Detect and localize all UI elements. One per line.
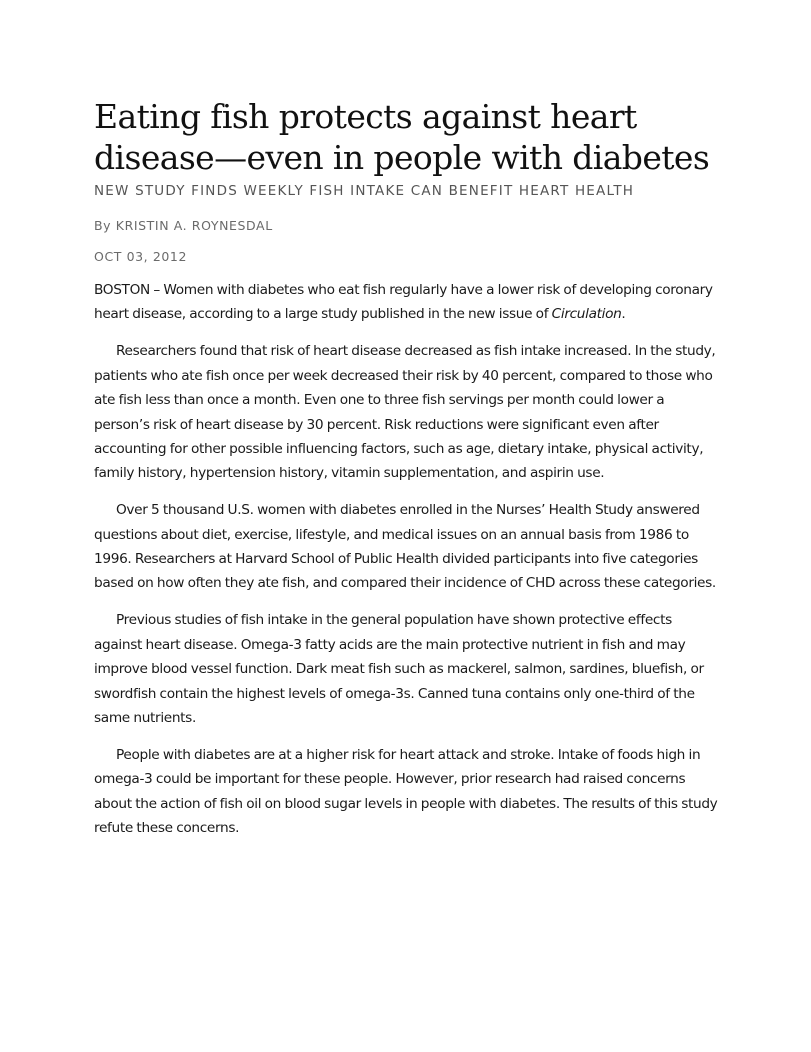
paragraph-1 xyxy=(94,278,722,327)
paragraph-4: Previous studies of fish intake in the general population have shown protective effects against heart disease. Omega-3 fatty acids are the main protective nutrient in fish and may improve blood vessel function. Dark meat fish such as mackerel, salmon, sardines, bluefish, or swordfish contain the highest levels of omega-3s. Canned tuna contains only one-third of the same nutrients. xyxy=(94,612,704,726)
article-body xyxy=(94,278,722,841)
paragraph-2: Researchers found that risk of heart disease decreased as fish intake increased. In the study, patients who ate fish once per week decreased their risk by 40 percent, compared to those who ate fish less than once a month. Even one to three fish servings per month could lower a person’s risk of heart disease by 30 percent. Risk reductions were significant even after accounting for other possible influencing factors, such as age, dietary intake, physical activity, family history, hypertension history, vitamin supplementation, and aspirin use. xyxy=(94,343,716,482)
journal-name: Circulation xyxy=(551,306,622,323)
paragraph-1-end: . xyxy=(621,306,626,323)
headline-line-2: disease—even in people with diabetes xyxy=(94,138,710,177)
author-name: KRISTIN A. ROYNESDAL xyxy=(115,218,273,233)
article xyxy=(94,96,722,853)
byline xyxy=(94,218,722,233)
byline-prefix: By xyxy=(94,218,112,233)
paragraph-1-text: BOSTON – Women with diabetes who eat fish regularly have a lower risk of developing coronary heart disease, according to a large study published in the new issue of xyxy=(94,282,713,323)
publish-date: OCT 03, 2012 xyxy=(94,249,188,264)
headline-line-1: Eating fish protects against heart xyxy=(94,97,637,136)
headline xyxy=(94,96,722,178)
paragraph-3: Over 5 thousand U.S. women with diabetes enrolled in the Nurses’ Health Study answered questions about diet, exercise, lifestyle, and medical issues on an annual basis from 1986 to 1996. Researchers at Harvard School of Public Health divided participants into five categories based on how often they ate fish, and compared their incidence of CHD across these categories. xyxy=(94,502,716,592)
paragraph-5: People with diabetes are at a higher risk for heart attack and stroke. Intake of foods high in omega-3 could be important for these people. However, prior research had raised concerns about the action of fish oil on blood sugar levels in people with diabetes. The results of this study refute these concerns. xyxy=(94,746,718,837)
subheadline: NEW STUDY FINDS WEEKLY FISH INTAKE CAN BENEFIT HEART HEALTH xyxy=(94,183,635,199)
